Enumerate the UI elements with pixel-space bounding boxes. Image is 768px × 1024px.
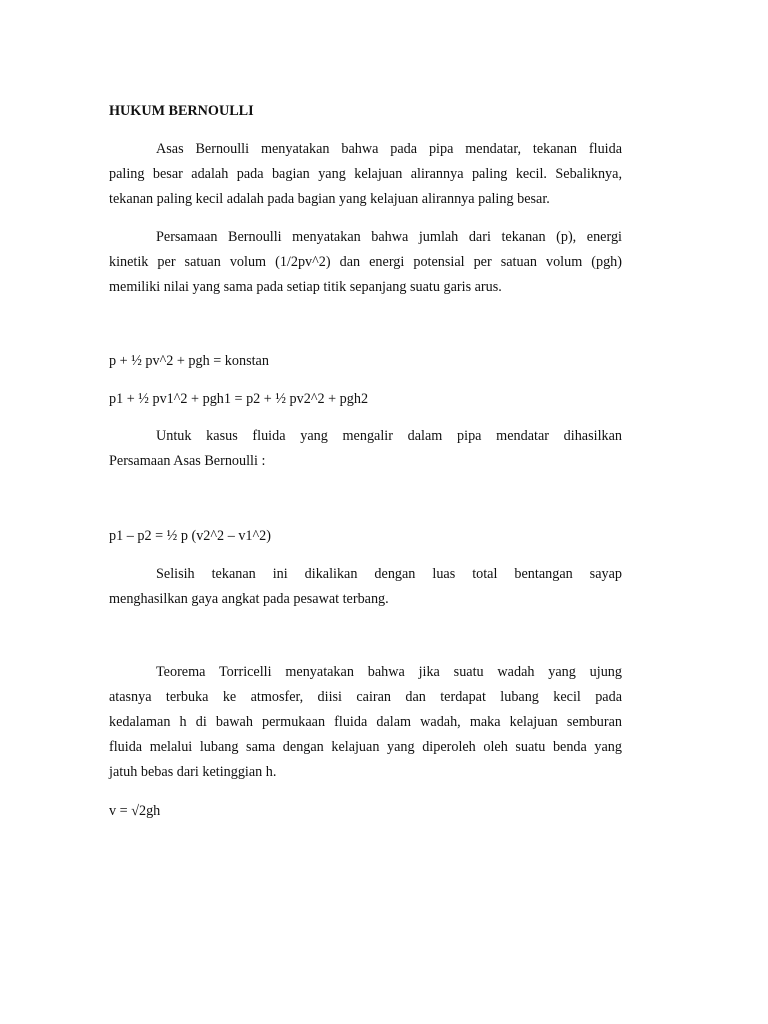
para1-line3: tekanan paling kecil adalah pada bagian yang kelajuan alirannya paling besar. — [109, 191, 550, 207]
para3-line2: Persamaan Asas Bernoulli : — [109, 453, 266, 469]
para4-line1: Selisih tekanan ini dikalikan dengan luas total bentangan sayap — [156, 566, 622, 582]
para5-line5: jatuh bebas dari ketinggian h. — [109, 764, 277, 780]
equation-pressure-difference: p1 – p2 = ½ p (v2^2 – v1^2) — [109, 528, 271, 544]
equation-torricelli: v = √2gh — [109, 803, 161, 819]
para1-line1: Asas Bernoulli menyatakan bahwa pada pipa mendatar, tekanan fluida — [156, 141, 622, 157]
para5-line2: atasnya terbuka ke atmosfer, diisi cairan dan terdapat lubang kecil pada — [109, 689, 622, 705]
document-title: HUKUM BERNOULLI — [109, 103, 254, 119]
para2-line1: Persamaan Bernoulli menyatakan bahwa jumlah dari tekanan (p), energi — [156, 229, 622, 245]
para4-line2: menghasilkan gaya angkat pada pesawat terbang. — [109, 591, 389, 607]
para2-line3: memiliki nilai yang sama pada setiap titik sepanjang suatu garis arus. — [109, 279, 502, 295]
para2-line2: kinetik per satuan volum (1/2pv^2) dan energi potensial per satuan volum (pgh) — [109, 254, 622, 270]
para5-line3: kedalaman h di bawah permukaan fluida dalam wadah, maka kelajuan semburan — [109, 714, 622, 730]
para1-line2: paling besar adalah pada bagian yang kelajuan alirannya paling kecil. Sebaliknya, — [109, 166, 622, 182]
para5-line4: fluida melalui lubang sama dengan kelajuan yang diperoleh oleh suatu benda yang — [109, 739, 622, 755]
para3-line1: Untuk kasus fluida yang mengalir dalam pipa mendatar dihasilkan — [156, 428, 622, 444]
equation-bernoulli-constant: p + ½ pv^2 + pgh = konstan — [109, 353, 269, 369]
para5-line1: Teorema Torricelli menyatakan bahwa jika suatu wadah yang ujung — [156, 664, 622, 680]
equation-bernoulli-two-points: p1 + ½ pv1^2 + pgh1 = p2 + ½ pv2^2 + pgh2 — [109, 391, 369, 407]
